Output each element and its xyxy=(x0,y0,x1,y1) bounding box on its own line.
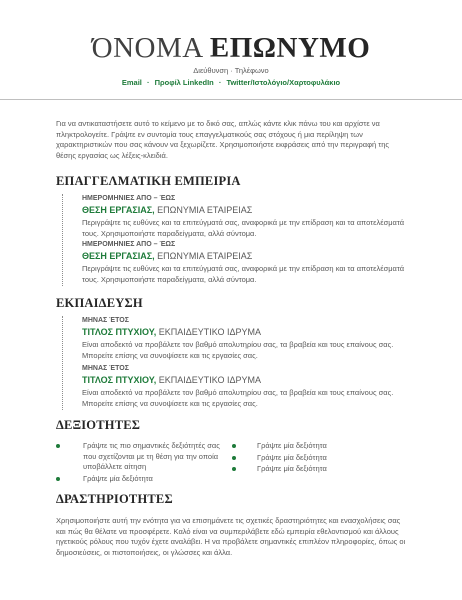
phone[interactable]: Τηλέφωνο xyxy=(234,66,269,75)
objective-text[interactable]: Για να αντικαταστήσετε αυτό το κείμενο με το δικό σας, απλώς κάντε κλικ πάνω του και αρχίστε να πληκτρολογείτε. Γράψτε εν συντομία τους επαγγελματικούς σας στόχους ή μια περίληψη των χαρακτηριστικών που σας κάνουν να ξεχωρίζετε. Χρησιμοποιήστε εκφράσεις από την περιγραφή της θέσης εργασίας ως λέξεις-κλειδιά. xyxy=(56,119,389,160)
skill-item[interactable]: Γράψτε μία δεξιότητα xyxy=(56,474,232,485)
entry-dates[interactable]: ΗΜΕΡΟΜΗΝΙΕΣ ΑΠΟ – ΈΩΣ xyxy=(82,241,176,248)
school-name[interactable]: ΕΚΠΑΙΔΕΥΤΙΚΟ ΙΔΡΥΜΑ xyxy=(158,375,262,385)
skills-list xyxy=(56,441,416,485)
degree-title[interactable]: ΤΙΤΛΟΣ ΠΤΥΧΙΟΥ, xyxy=(82,327,157,337)
job-title[interactable]: ΘΕΣΗ ΕΡΓΑΣΙΑΣ, xyxy=(82,251,155,261)
last-name[interactable]: ΕΠΩΝΥΜΟ xyxy=(209,32,371,64)
separator: · xyxy=(146,78,150,87)
experience-timeline xyxy=(62,194,64,286)
contact-line xyxy=(0,78,462,87)
activities-heading[interactable]: ΔΡΑΣΤΗΡΙΟΤΗΤΕΣ xyxy=(56,492,173,506)
skill-item[interactable]: Γράψτε μία δεξιότητα xyxy=(232,464,327,475)
education-heading[interactable]: ΕΚΠΑΙΔΕΥΣΗ xyxy=(56,296,143,310)
degree-title[interactable]: ΤΙΤΛΟΣ ΠΤΥΧΙΟΥ, xyxy=(82,375,157,385)
experience-entry xyxy=(82,241,412,285)
bullet-icon xyxy=(232,467,236,471)
first-name[interactable]: ΌΝΟΜΑ xyxy=(91,32,203,64)
skills-column-1 xyxy=(56,441,232,485)
education-timeline xyxy=(62,316,64,410)
entry-dates[interactable]: ΜΗΝΑΣ ΈΤΟΣ xyxy=(82,317,129,324)
entry-description[interactable]: Είναι αποδεκτό να προβάλετε τον βαθμό απολυτηρίου σας, τα βραβεία και τους επαίνους σας. Μπορείτε επίσης να συνοψίσετε και τις εργασίες σας. xyxy=(82,388,394,408)
bullet-icon xyxy=(232,444,236,448)
school-name[interactable]: ΕΚΠΑΙΔΕΥΤΙΚΟ ΙΔΡΥΜΑ xyxy=(158,327,262,337)
activities-text[interactable]: Χρησιμοποιήστε αυτή την ενότητα για να επισημάνετε τις σχετικές δραστηριότητες και ενασχολήσεις σας και πώς θα θέλατε να προσφέρετε. Καλό είναι να συμπεριλάβετε εδώ εμπειρία εθελοντισμού και άλλους ηγετικούς ρόλους που τυχόν έχετε αναλάβει. Η να προβάλετε σημαντικές επιπλέον πληροφορίες, όπως οι δημοσιεύσεις, οι πιστοποιήσεις, οι γλώσσες και άλλα. xyxy=(56,516,406,557)
entry-role xyxy=(82,205,412,215)
address-line xyxy=(0,66,462,75)
entry-role xyxy=(82,375,412,385)
company-name[interactable]: ΕΠΩΝΥΜΙΑ ΕΤΑΙΡΕΙΑΣ xyxy=(157,251,253,261)
header-divider xyxy=(0,99,462,100)
experience-heading[interactable]: ΕΠΑΓΓΕΛΜΑΤΙΚΗ ΕΜΠΕΙΡΙΑ xyxy=(56,174,241,188)
full-name[interactable] xyxy=(0,33,462,63)
skill-item[interactable]: Γράψτε μία δεξιότητα xyxy=(232,441,327,452)
experience-entry xyxy=(82,195,412,239)
entry-description[interactable]: Περιγράψτε τις ευθύνες και τα επιτεύγματά σας, αναφορικά με την επίδραση και τα αποτελέσματά τους. Χρησιμοποιήστε παραδείγματα, αλλά σύντομα. xyxy=(82,218,405,238)
address[interactable]: Διεύθυνση xyxy=(193,66,229,75)
entry-role xyxy=(82,327,412,337)
bullet-icon xyxy=(56,444,60,448)
entry-role xyxy=(82,251,412,261)
separator: · xyxy=(230,66,233,75)
entry-description[interactable]: Περιγράψτε τις ευθύνες και τα επιτεύγματά σας, αναφορικά με την επίδραση και τα αποτελέσματά τους. Χρησιμοποιήστε παραδείγματα, αλλά σύντομα. xyxy=(82,264,405,284)
twitter-blog-portfolio[interactable]: Twitter/Ιστολόγιο/Χαρτοφυλάκιο xyxy=(226,78,341,87)
bullet-icon xyxy=(56,477,60,481)
education-entry xyxy=(82,365,412,409)
linkedin-profile[interactable]: Προφίλ LinkedIn xyxy=(154,78,214,87)
skill-item[interactable]: Γράψτε μία δεξιότητα xyxy=(232,453,327,464)
education-entry xyxy=(82,317,412,361)
job-title[interactable]: ΘΕΣΗ ΕΡΓΑΣΙΑΣ, xyxy=(82,205,155,215)
separator: · xyxy=(218,78,222,87)
company-name[interactable]: ΕΠΩΝΥΜΙΑ ΕΤΑΙΡΕΙΑΣ xyxy=(157,205,253,215)
skills-column-2 xyxy=(232,441,327,485)
skills-heading[interactable]: ΔΕΞΙΟΤΗΤΕΣ xyxy=(56,418,141,432)
bullet-icon xyxy=(232,456,236,460)
entry-description[interactable]: Είναι αποδεκτό να προβάλετε τον βαθμό απολυτηρίου σας, τα βραβεία και τους επαίνους σας. Μπορείτε επίσης να συνοψίσετε και τις εργασίες σας. xyxy=(82,340,394,360)
entry-dates[interactable]: ΗΜΕΡΟΜΗΝΙΕΣ ΑΠΟ – ΈΩΣ xyxy=(82,195,176,202)
entry-dates[interactable]: ΜΗΝΑΣ ΈΤΟΣ xyxy=(82,365,129,372)
email[interactable]: Email xyxy=(121,78,142,87)
skill-item[interactable]: Γράψτε τις πιο σημαντικές δεξιότητές σας που σχετίζονται με τη θέση για την οποία υποβάλλετε αίτηση xyxy=(56,441,232,473)
resume-header xyxy=(0,0,462,87)
